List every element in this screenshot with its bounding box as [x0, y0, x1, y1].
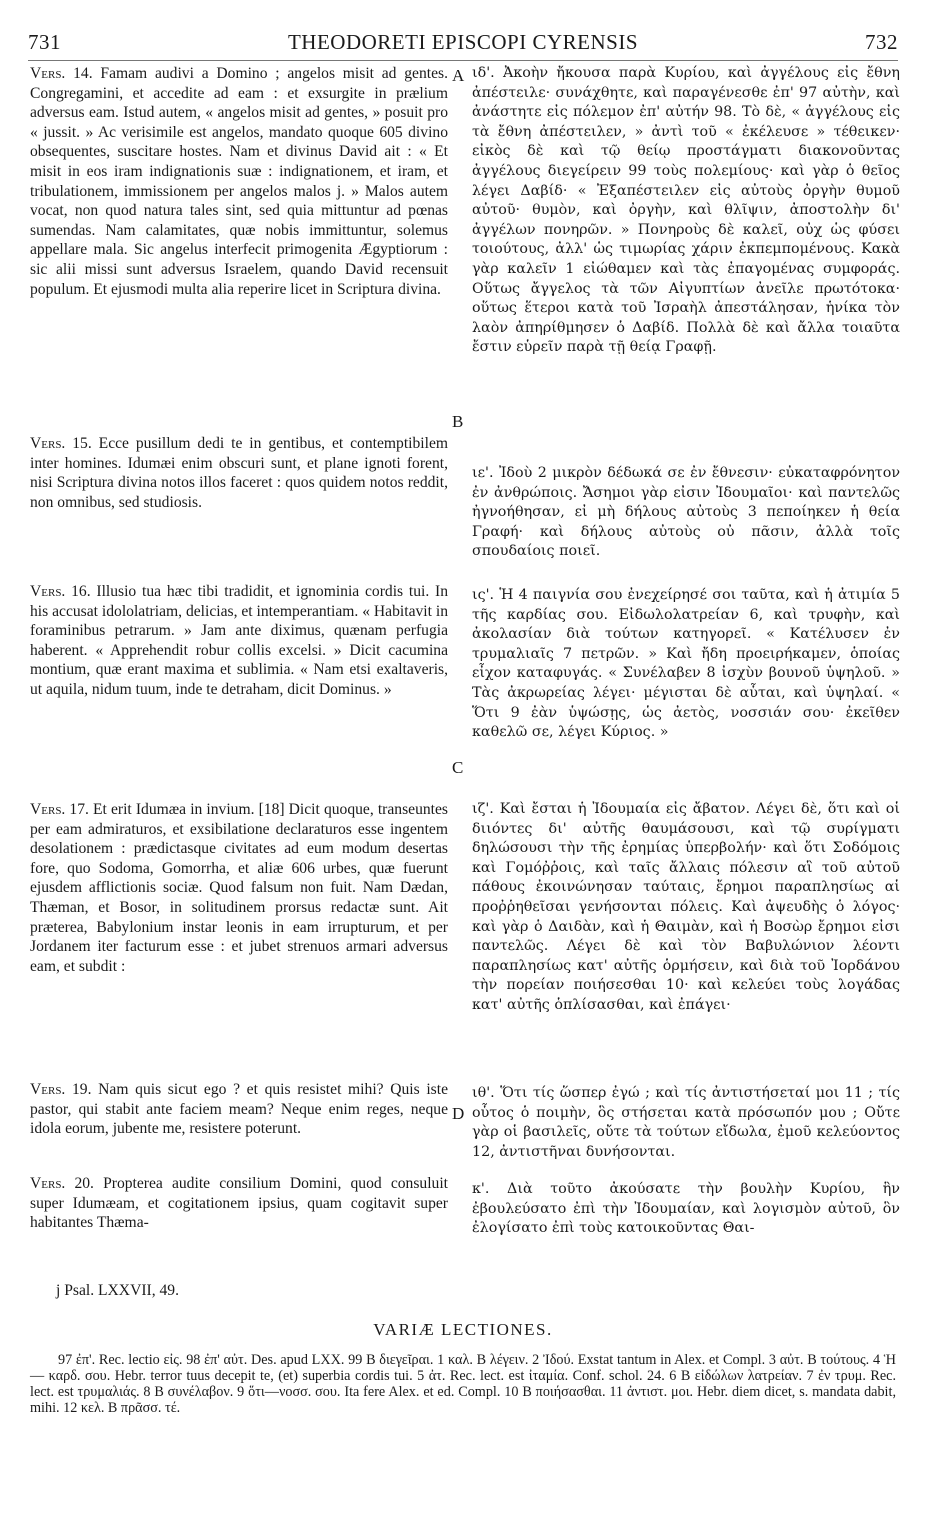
variae-lectiones-text — [30, 1352, 896, 1416]
verse-label: Vers. 20. — [30, 1175, 94, 1192]
verse-text: Ὅτι τίς ὥσπερ ἐγώ ; καὶ τίς ἀντιστήσεταί μοι 11 ; τίς οὗτος ὁ ποιμὴν, ὃς στήσεται κατὰ πρόσωπόν μου ; Οὔτε γὰρ οἱ βασιλεῖς, οὔτε τὰ τούτων εἴδωλα, ἐμοῦ κελεύοντος 12, ἀντιστῆναι δυνήσονται. — [472, 1085, 901, 1160]
variae-lectiones-body: 97 ἐπ'. Rec. lectio εἰς. 98 ἐπ' αὐτ. Des. apud LXX. 99 B διεγεῖραι. 1 καλ. B λέγειν. 2 Ἰδού. Exstat tantum in Alex. et Compl. 3 αὐτ. B τούτους. 4 Ἡ — καρδ. σου. Hebr. terror tuus decepit te, (et) superbia cordis tui. 5 ἀτ. Rec. lect. est ἰταμία. Conf. schol. 24. 6 B εἰδώλων λατρείαν. 7 ἐν τρυμ. Rec. lect. est τρυμαλιάς. 8 B συνέλαβον. 9 ὅτι—νοσσ. σου. Ita fere Alex. et ed. Compl. 10 B ποιήσασθαι. 11 ἀντιστ. μοι. Hebr. diem dicet, s. mandata dabit, mihi. 12 κελ. B πρᾶσσ. τέ. — [30, 1352, 896, 1416]
verse-label: Vers. 17. — [30, 801, 89, 818]
verse-label: ιθ'. — [472, 1085, 495, 1101]
verse-text: Illusio tua hæc tibi tradidit, et ignominia cordis tui. In his accusat idololatriam, delicias, et intemperantiam. « Habitavit in foraminibus petrarum. » Jam ante diximus, quænam perfugia haberent. « Apprehendit robur collis excelsi. » Dicit cacumina montium, quæ erant maxima et sublimia. « Nam etsi exaltaveris, ut aquila, nidum tuum, inde te detraham, dicit Dominus. » — [30, 583, 448, 698]
verse-text: Καὶ ἔσται ἡ Ἰδουμαία εἰς ἄβατον. Λέγει δὲ, ὅτι καὶ οἱ διιόντες δι' αὐτῆς θαυμάσουσι, καὶ τῷ συρίγματι δηλώσουσι τὴν τῆς ἐρημίας ὑπερβολήν· καὶ ὅτι Σοδόμοις καὶ Γομόῤῥοις, καὶ ταῖς ἄλλαις πόλεσιν αἳ τοῦ αὐτοῦ πάθους ἐκοινώνησαν ταύταις, ἔρημοι παραπλησίως αἱ προῤῥηθεῖσαι γενήσονται πόλεις. Καὶ ἀψευδὴς ὁ λόγος· καὶ γὰρ ὁ Δαιδὰν, καὶ ἡ Θαιμὰν, καὶ ἡ Βοσὼρ ἔρημοι εἰσι παντελῶς. Λέγει δὲ καὶ τὸν Βαβυλώνιον λέοντι παραπλησίως κατ' αὐτῆς ὁρμήσειν, καὶ διὰ τοῦ Ἰορδάνου τὴν πορείαν ποιήσεσθαι 10· καὶ κελεύει τοὺς λογάδας κατ' αὐτῆς ὁπλίσασθαι, καὶ ἐπάγει· — [472, 801, 901, 1013]
greek-verse-20 — [472, 1180, 900, 1239]
page-header — [28, 30, 898, 56]
verse-label: ιδ'. — [472, 65, 495, 81]
running-title: THEODORETI EPISCOPI CYRENSIS — [287, 30, 639, 54]
variae-lectiones-heading: VARIÆ LECTIONES. — [373, 1320, 553, 1339]
verse-label: Vers. 15. — [30, 435, 92, 452]
margin-letter-a: A — [452, 66, 465, 85]
verse-text: Ἡ 4 παιγνία σου ἐνεχείρησέ σοι ταῦτα, καὶ ἡ ἀτιμία 5 τῆς καρδίας σου. Εἰδωλολατρείαν 6, καὶ τρυφὴν, καὶ ἀκολασίαν διὰ τούτων κατηγορεῖ. « Κατέλυσεν ἐν τρυμαλιαῖς 7 πετρῶν. » Καὶ ἤδη προειρήκαμεν, ὁποίας εἶχον καταφυγάς. « Συνέλαβεν 8 ἰσχὺν βουνοῦ ὑψηλοῦ. » Τὰς ἀκρωρείας λέγει· μέγισται δὲ αὗται, καὶ ὑψηλαί. « Ὅτι 9 ἐὰν ὑψώσῃς, ὡς ἀετὸς, νοσσιάν σου· ἐκεῖθεν καθελῶ σε, λέγει Κύριος. » — [472, 587, 901, 741]
verse-text: Ἰδοὺ 2 μικρὸν δέδωκά σε ἐν ἔθνεσιν· εὐκαταφρόνητον ἐν ἀνθρώποις. Ἄσημοι γὰρ εἰσιν Ἰδουμαῖοι· καὶ παντελῶς ἠγνοήθησαν, εἰ μὴ δήλους αὐτοὺς 3 πεποίηκεν ἡ θεία Γραφή· καὶ δήλους αὐτοὺς οὐ πᾶσιν, ἀλλὰ τοῖς σπουδαίοις ποιεῖ. — [472, 465, 901, 560]
verse-label: Vers. 19. — [30, 1081, 92, 1098]
page-number-left: 731 — [28, 30, 61, 54]
verse-label: ις'. — [472, 587, 495, 603]
latin-verse-15 — [30, 434, 448, 512]
verse-text: Propterea audite consilium Domini, quod consuluit super Idumæam, et cogitationem ipsius, quam cogitavit super habitantes Thæma- — [30, 1175, 448, 1232]
page-number-right: 732 — [865, 30, 898, 54]
verse-text: Ecce pusillum dedi te in gentibus, et contemptibilem inter homines. Idumæi enim obscuri sunt, et plane ignoti forent, nisi Scriptura divina notos illos faceret : quos quidem notos reddit, non omnibus, sed studiosis. — [30, 435, 449, 511]
greek-verse-17 — [472, 800, 900, 1016]
latin-verse-17 — [30, 800, 448, 976]
margin-letter-d: D — [452, 1104, 465, 1123]
margin-letter-b: B — [452, 412, 464, 431]
margin-letter-c: C — [452, 758, 464, 777]
header-rule — [28, 60, 898, 61]
verse-label: ιζ'. — [472, 801, 494, 817]
verse-text: Famam audivi a Domino ; angelos misit ad gentes. Congregamini, et accedite ad eam : et exsurgite in prælium adversus eam. Istud autem, « angelos misit ad gentes, » posuit pro « jussit. » Ac verisimile est angelos, mandato quoque 605 divino obsequentes, suscitare hostes. Nam et divinus David ait : « Et misit in eos iram indignationis suæ : indignationem, et iram, et tribulationem, immissionem per angelos malos j. » Malos autem vocat, non quod natura tales sint, sed quia mittuntur ad pœnas sumendas. Nam calamitates, quæ nobis immittuntur, solemus appellare mala. Sic angelus interfecit primogenita Ægyptiorum : sic alii missi sunt adversus Israelem, quando David recensuit populum. Et ejusmodi multa alia reperire licet in Scriptura divina. — [30, 65, 448, 298]
greek-verse-19 — [472, 1084, 900, 1162]
verse-text: Nam quis sicut ego ? et quis resistet mihi? Quis iste pastor, qui stabit ante faciem meam? Neque enim reges, neque idola eorum, jubente me, resistere poterunt. — [30, 1081, 448, 1138]
verse-label: ιε'. — [472, 465, 494, 481]
verse-text: Ἀκοὴν ἤκουσα παρὰ Κυρίου, καὶ ἀγγέλους εἰς ἔθνη ἀπέστειλε· συνάχθητε, καὶ παραγένεσθε ἐπ' 97 αὐτὴν, καὶ ἀνάστητε εἰς πόλεμον ἐπ' αὐτήν 98. Τὸ δὲ, « ἀγγέλους εἰς τὰ ἔθνη ἀπέστειλεν, » ἀντὶ τοῦ « ἐκέλευσε » τέθεικεν· εἰκὸς δὲ καὶ τῷ θείῳ προστάγματι διακονοῦντας ἀγγέλους διεγείρειν 99 τοὺς πολεμίους· καὶ γὰρ ὁ θεῖος λέγει Δαβίδ· « Ἐξαπέστειλεν εἰς αὐτοὺς ὀργὴν θυμοῦ αὐτοῦ· θυμὸν, καὶ ὀργὴν, καὶ θλῖψιν, ἀποστολὴν δι' ἀγγέλων πονηρῶν. » Πονηροὺς δὲ καλεῖ, οὐχ ὡς φύσει τοιούτους, ἀλλ' ὡς τιμωρίας χάριν ἐκπεμπομένους. Κακὰ γὰρ καλεῖν 1 εἰώθαμεν καὶ τὰς ἐπαγομένας συμφοράς. Οὕτως ἄγγελος τὰ τῶν Αἰγυπτίων ἀνεῖλε πρωτότοκα· οὕτως ἕτεροι κατὰ τοῦ Ἰσραὴλ ἀπεστάλησαν, ἡνίκα τὸν λαὸν ἀπηρίθμησεν ὁ Δαβίδ. Πολλὰ δὲ καὶ ἄλλα τοιαῦτα ἔστιν εὑρεῖν παρὰ τῇ θείᾳ Γραφῇ. — [472, 65, 900, 356]
greek-verse-14 — [472, 64, 900, 358]
latin-verse-20 — [30, 1174, 448, 1233]
latin-verse-19 — [30, 1080, 448, 1139]
latin-verse-14 — [30, 64, 448, 299]
greek-verse-16 — [472, 586, 900, 743]
verse-label: Vers. 14. — [30, 65, 93, 82]
greek-verse-15 — [472, 464, 900, 562]
verse-text: Διὰ τοῦτο ἀκούσατε τὴν βουλὴν Κυρίου, ἣν ἐβουλεύσατο ἐπὶ τὴν Ἰδουμαίαν, καὶ λογισμὸν αὐτοῦ, ὃν ἐλογίσατο ἐπὶ τοὺς κατοικοῦντας Θαι- — [472, 1181, 900, 1237]
footnote: j Psal. LXXVII, 49. — [56, 1282, 180, 1299]
verse-label: κ'. — [472, 1181, 490, 1197]
latin-verse-16 — [30, 582, 448, 700]
verse-text: Et erit Idumæa in invium. [18] Dicit quoque, transeuntes per eam admiraturos, et exsibilatione declaraturos esse ingentem desolationem : prædictasque civitates ad eum modum desertas fore, quo Sodoma, Gomorrha, et aliæ 606 urbes, quæ fuerunt ejusdem afflictionis sociæ. Quod falsum non fuit. Nam Dædan, Thæman, et Bosor, in solitudinem prorsus redactæ sunt. Ait præterea, Babylonium instar leonis in eam irrupturum, et per Jordanem iter facturum esse : et jubet strenuos armari adversus eam, et subdit : — [30, 801, 448, 975]
verse-label: Vers. 16. — [30, 583, 91, 600]
